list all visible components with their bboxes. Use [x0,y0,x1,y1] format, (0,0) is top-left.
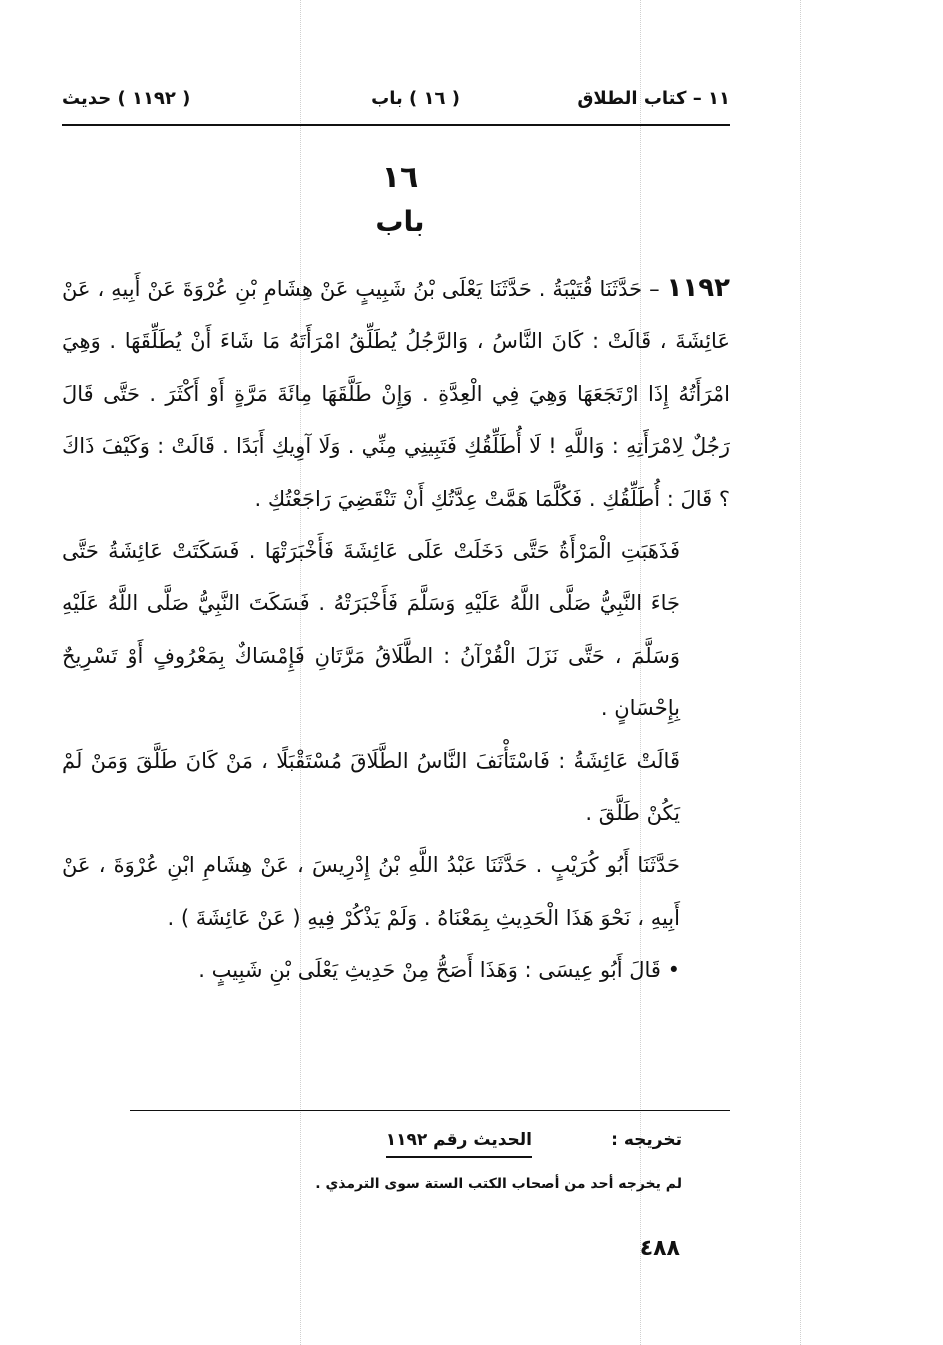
paragraph-text: – حَدَّثَنَا قُتَيْبَةُ . حَدَّثَنَا يَعْلَى بْنُ شَبِيبٍ عَنْ هِشَامِ بْنِ عُرْوَةَ عَنْ أَبِيهِ ، عَنْ عَائِشَةَ ، قَالَتْ : كَانَ النَّاسُ ، وَالرَّجُلُ يُطَلِّقُ امْرَأَتَهُ مَا شَاءَ أَنْ يُطَلِّقَهَا . وَهِيَ امْرَأَتُهُ إِذَا ارْتَجَعَهَا وَهِيَ فِي الْعِدَّةِ . وَإِنْ طَلَّقَهَا مِائَةَ مَرَّةٍ أَوْ أَكْثَرَ . حَتَّى قَالَ رَجُلٌ لِامْرَأَتِهِ : وَاللَّهِ ! لَا أُطَلِّقُكِ فَتَبِينِي مِنِّي . وَلَا آوِيكِ أَبَدًا . قَالَتْ : وَكَيْفَ ذَاكَ ؟ قَالَ : أُطَلِّقُكِ . فَكُلَّمَا هَمَّتْ عِدَّتُكِ أَنْ تَنْقَضِيَ رَاجَعْتُكِ . [62,277,730,511]
takhrij-note: لم يخرجه أحد من أصحاب الكتب الستة سوى الترمذي . [315,1176,682,1192]
takhrij-reference: الحديث رقم ١١٩٢ [386,1130,532,1158]
header-divider [62,124,730,126]
page-number: ٤٨٨ [639,1236,680,1261]
hadith-text [62,262,730,997]
paragraph: • قَالَ أَبُو عِيسَى : وَهَذَا أَصَحُّ مِنْ حَدِيثِ يَعْلَى بْنِ شَبِيبٍ . [198,958,680,983]
header-hadith-number: ( ١١٩٢ ) حديث [62,88,191,109]
chapter-title: باب [375,205,425,238]
footnote-divider [130,1110,730,1111]
header-book-title: ١١ – كتاب الطلاق [577,88,730,109]
header-chapter: ( ١٦ ) باب [371,88,460,109]
chapter-number: ١٦ [381,160,419,195]
hadith-number: ١١٩٢ [666,273,730,303]
paragraph: فَذَهَبَتِ الْمَرْأَةُ حَتَّى دَخَلَتْ عَلَى عَائِشَةَ فَأَخْبَرَتْهَا . فَسَكَتَتْ عَائِشَةُ حَتَّى جَاءَ النَّبِيُّ صَلَّى اللَّهُ عَلَيْهِ وَسَلَّمَ فَأَخْبَرَتْهُ . فَسَكَتَ النَّبِيُّ صَلَّى اللَّهُ عَلَيْهِ وَسَلَّمَ ، حَتَّى نَزَلَ الْقُرْآنُ : الطَّلَاقُ مَرَّتَانِ فَإِمْسَاكٌ بِمَعْرُوفٍ أَوْ تَسْرِيحٌ بِإِحْسَانٍ . [62,539,680,721]
running-header [62,84,730,120]
paragraph [62,262,730,525]
takhrij-label: تخريجه : [611,1130,682,1150]
scan-guide-line [800,0,801,1345]
paragraph: قَالَتْ عَائِشَةُ : فَاسْتَأْنَفَ النَّاسُ الطَّلَاقَ مُسْتَقْبَلًا ، مَنْ كَانَ طَلَّقَ وَمَنْ لَمْ يَكُنْ طَلَّقَ . [62,748,680,826]
paragraph: حَدَّثَنَا أَبُو كُرَيْبٍ . حَدَّثَنَا عَبْدُ اللَّهِ بْنُ إِدْرِيسَ ، عَنْ هِشَامِ ابْنِ عُرْوَةَ ، عَنْ أَبِيهِ ، نَحْوَ هَذَا الْحَدِيثِ بِمَعْنَاهُ . وَلَمْ يَذْكُرْ فِيهِ ( عَنْ عَائِشَةَ ) . [62,853,680,930]
